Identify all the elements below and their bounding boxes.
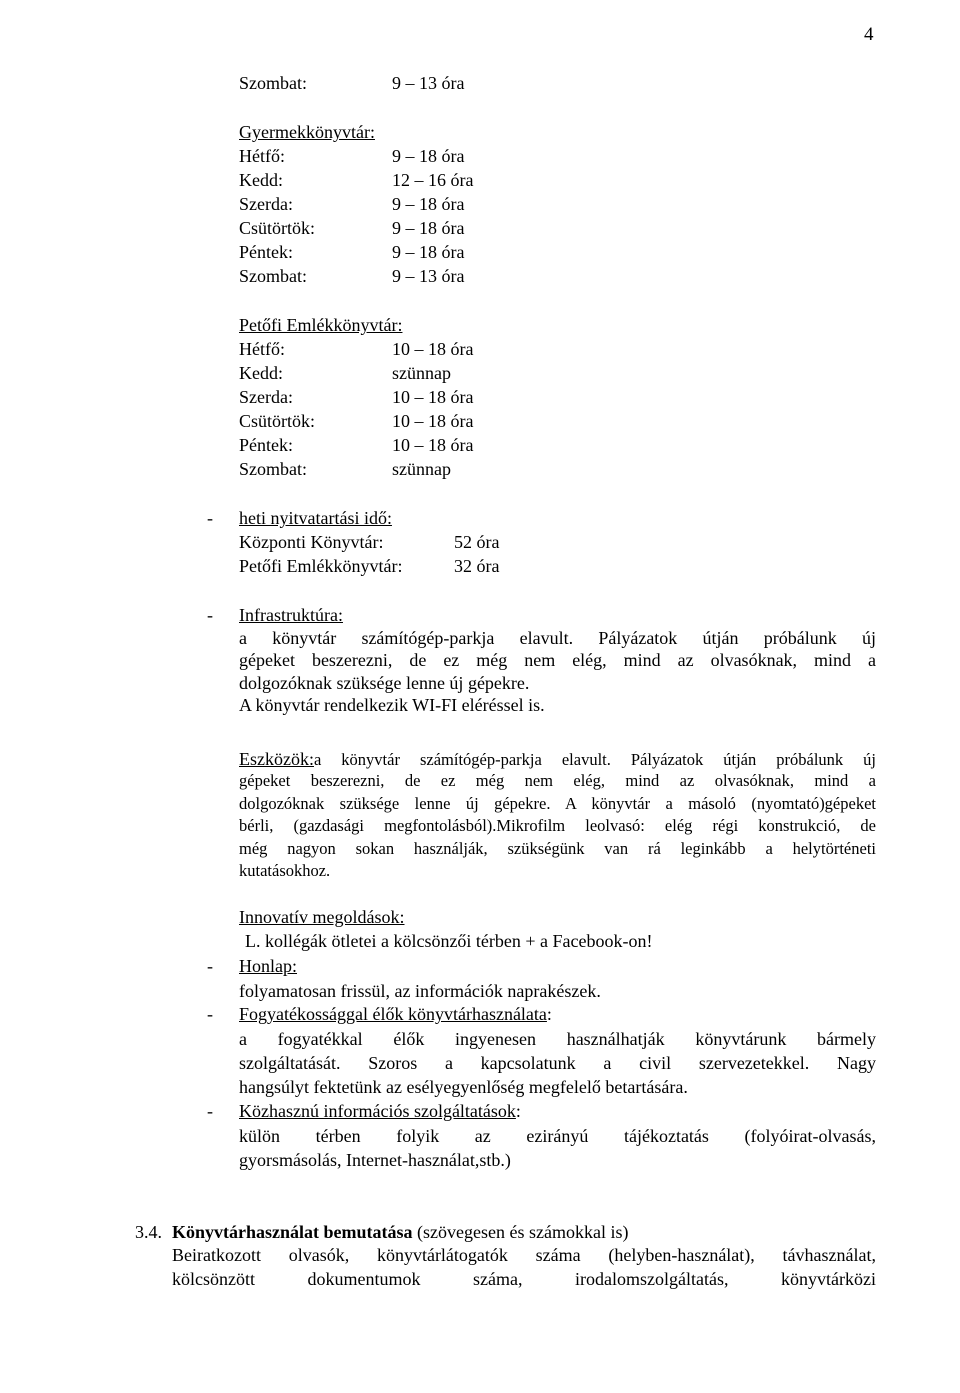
day-label: Péntek:	[239, 242, 293, 262]
day-label: Szombat:	[239, 266, 307, 286]
petofi-row	[239, 410, 474, 432]
section-number: 3.4.	[135, 1222, 162, 1242]
paragraph-line: szolgáltatását. Szoros a kapcsolatunk a civil szervezetekkel. Nagy	[239, 1053, 876, 1073]
heading-colon: :	[546, 1004, 552, 1024]
hours-value: 32 óra	[454, 556, 500, 576]
library-label: Petőfi Emlékkönyvtár:	[239, 556, 403, 576]
section-heading	[172, 1221, 628, 1243]
hours-value: 12 – 16 óra	[392, 170, 474, 190]
paragraph-line: gyorsmásolás, Internet-használat,stb.)	[239, 1150, 511, 1170]
day-label: Csütörtök:	[239, 411, 316, 431]
bullet-dash: -	[207, 956, 213, 976]
hours-value: 10 – 18 óra	[392, 339, 474, 359]
heading-colon: :	[515, 1101, 521, 1121]
eszkozok-paragraph	[239, 748, 876, 882]
kozhasznu-title: Közhasznú információs szolgáltatások	[239, 1101, 516, 1121]
fogyatekos-title: Fogyatékossággal élők könyvtárhasználata	[239, 1004, 547, 1024]
day-label: Szombat:	[239, 459, 307, 479]
hours-value: szünnap	[392, 363, 451, 383]
day-label: Hétfő:	[239, 146, 285, 166]
paragraph-line: külön térben folyik az ezirányú tájékoztatás (folyóirat-olvasás,	[239, 1126, 876, 1146]
day-label: Szombat:	[239, 73, 307, 93]
day-label: Hétfő:	[239, 339, 285, 359]
hours-value: 9 – 18 óra	[392, 146, 465, 166]
day-label: Szerda:	[239, 194, 293, 214]
petofi-row	[239, 458, 451, 480]
bullet-dash: -	[207, 1101, 213, 1121]
innovativ-text: L. kollégák ötletei a kölcsönzői térben + a Facebook-on!	[245, 931, 653, 951]
paragraph-text: a könyvtár számítógép-parkja elavult. Pályázatok útján próbálunk új	[313, 750, 876, 769]
hours-value: 9 – 13 óra	[392, 73, 465, 93]
hours-value: 52 óra	[454, 532, 500, 552]
fogyatekos-paragraph	[239, 1027, 876, 1099]
weekly-row	[239, 555, 500, 577]
day-label: Kedd:	[239, 170, 283, 190]
honlap-title: Honlap:	[239, 956, 297, 976]
gyermek-row	[239, 241, 465, 263]
section-title: Könyvtárhasználat bemutatása	[172, 1222, 413, 1242]
paragraph-line: gépeket beszerezni, de ez még nem elég, mind az olvasóknak, mind a	[239, 771, 876, 791]
petofi-row	[239, 434, 474, 456]
weekly-title: heti nyitvatartási idő:	[239, 508, 392, 528]
day-label: Csütörtök:	[239, 218, 316, 238]
paragraph-line: dolgozóknak szüksége lenne új gépekre.	[239, 672, 530, 693]
hours-value: 9 – 18 óra	[392, 242, 465, 262]
section-subtitle: (szövegesen és számokkal is)	[412, 1222, 629, 1242]
paragraph-line: még nagyon sokan használják, szükségünk van rá leginkább a helytörténeti	[239, 838, 876, 858]
kozhasznu-paragraph	[239, 1124, 876, 1172]
central-saturday-row	[239, 72, 465, 94]
day-label: Szerda:	[239, 387, 293, 407]
gyermek-title: Gyermekkönyvtár:	[239, 122, 375, 142]
paragraph-line: hangsúlyt fektetünk az esélyegyenlőség megfelelő betartására.	[239, 1077, 688, 1097]
infra-title: Infrastruktúra:	[239, 605, 343, 625]
hours-value: 9 – 18 óra	[392, 194, 465, 214]
hours-value: 10 – 18 óra	[392, 435, 474, 455]
bullet-dash: -	[207, 605, 213, 625]
infra-paragraph	[239, 627, 876, 717]
hours-value: 10 – 18 óra	[392, 387, 474, 407]
honlap-text: folyamatosan frissül, az információk naprakészek.	[239, 981, 601, 1001]
paragraph-line: kölcsönzött dokumentumok száma, irodalomszolgáltatás, könyvtárközi	[172, 1269, 876, 1289]
gyermek-row	[239, 193, 465, 215]
petofi-title: Petőfi Emlékkönyvtár:	[239, 315, 403, 335]
paragraph-line: a fogyatékkal élők ingyenesen használhatják könyvtárunk bármely	[239, 1029, 876, 1049]
gyermek-row	[239, 145, 465, 167]
page-number: 4	[864, 24, 874, 45]
paragraph-line: dolgozóknak szüksége lenne új gépekre. A könyvtár a másoló (nyomtató)gépeket	[239, 793, 876, 813]
eszkozok-title: Eszközök:	[239, 749, 314, 769]
library-label: Központi Könyvtár:	[239, 532, 384, 552]
paragraph-line	[239, 748, 876, 770]
kozhasznu-heading	[239, 1100, 521, 1122]
innovativ-title: Innovatív megoldások:	[239, 907, 405, 927]
hours-value: szünnap	[392, 459, 451, 479]
hours-value: 10 – 18 óra	[392, 411, 474, 431]
paragraph-line: a könyvtár számítógép-parkja elavult. Pályázatok útján próbálunk új	[239, 628, 876, 648]
day-label: Péntek:	[239, 435, 293, 455]
gyermek-row	[239, 169, 474, 191]
petofi-row	[239, 362, 451, 384]
hours-value: 9 – 13 óra	[392, 266, 465, 286]
paragraph-line: gépeket beszerezni, de ez még nem elég, mind az olvasóknak, mind a	[239, 650, 876, 671]
day-label: Kedd:	[239, 363, 283, 383]
section-paragraph	[172, 1243, 876, 1291]
fogyatekos-heading	[239, 1003, 552, 1025]
petofi-row	[239, 338, 474, 360]
weekly-row	[239, 531, 500, 553]
bullet-dash: -	[207, 508, 213, 528]
hours-value: 9 – 18 óra	[392, 218, 465, 238]
paragraph-line: kutatásokhoz.	[239, 860, 331, 880]
paragraph-line: Beiratkozott olvasók, könyvtárlátogatók száma (helyben-használat), távhasználat,	[172, 1245, 876, 1265]
paragraph-line: bérli, (gazdasági megfontolásból).Mikrofilm leolvasó: elég régi konstrukció, de	[239, 816, 876, 836]
wifi-line: A könyvtár rendelkezik WI-FI eléréssel is.	[239, 695, 545, 716]
bullet-dash: -	[207, 1004, 213, 1024]
petofi-row	[239, 386, 474, 408]
gyermek-row	[239, 217, 465, 239]
gyermek-row	[239, 265, 465, 287]
